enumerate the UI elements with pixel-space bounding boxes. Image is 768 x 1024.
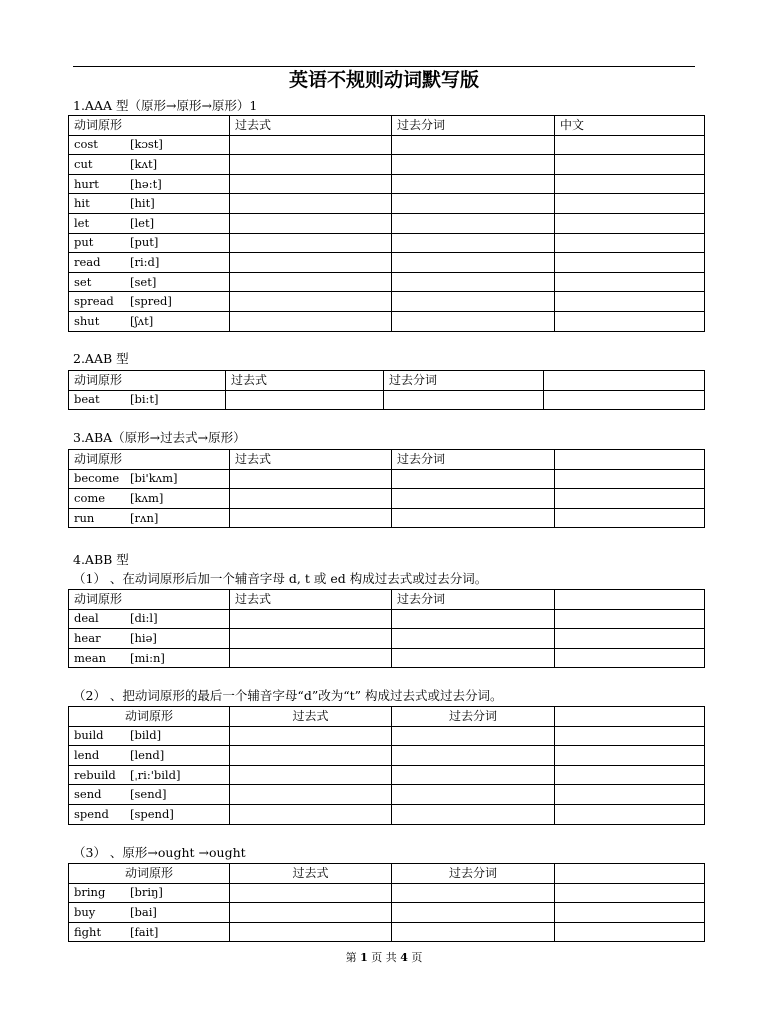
past-tense-blank[interactable]	[230, 311, 392, 331]
past-participle-blank[interactable]	[392, 194, 555, 214]
verb-phonetic: [put]	[130, 235, 159, 250]
verb-table	[68, 589, 705, 668]
footer-suffix: 页	[411, 951, 423, 964]
verb-phonetic: [kʌm]	[130, 490, 164, 505]
past-participle-blank[interactable]	[392, 785, 555, 805]
verb-cell	[69, 785, 230, 805]
verb-cell	[69, 903, 230, 923]
past-tense-blank[interactable]	[230, 272, 392, 292]
table-header-row	[69, 450, 705, 470]
past-participle-blank[interactable]	[392, 648, 555, 668]
verb-phonetic: [hiə]	[130, 630, 157, 645]
verb-table	[68, 863, 705, 942]
table-row	[69, 155, 705, 175]
verb-word: set	[74, 274, 92, 289]
verb-word: send	[74, 787, 102, 802]
meaning-blank[interactable]	[555, 194, 705, 214]
verb-cell	[69, 194, 230, 214]
table-row	[69, 804, 705, 824]
verb-word: mean	[74, 650, 106, 665]
table-row	[69, 135, 705, 155]
verb-word: hear	[74, 630, 101, 645]
verb-word: come	[74, 490, 106, 505]
table-row	[69, 629, 705, 649]
meaning-blank[interactable]	[555, 272, 705, 292]
table-row	[69, 194, 705, 214]
past-participle-blank[interactable]	[392, 233, 555, 253]
column-header: 过去分词	[384, 371, 544, 391]
past-tense-blank[interactable]	[230, 292, 392, 312]
verb-cell	[69, 765, 230, 785]
past-participle-blank[interactable]	[392, 746, 555, 766]
past-participle-blank[interactable]	[392, 155, 555, 175]
past-tense-blank[interactable]	[230, 213, 392, 233]
verb-phonetic: [briŋ]	[130, 885, 163, 900]
verb-word: let	[74, 215, 90, 230]
verb-word: beat	[74, 392, 100, 407]
table-header-row	[69, 590, 705, 610]
past-tense-blank[interactable]	[230, 629, 392, 649]
verb-phonetic: [spend]	[130, 806, 174, 821]
past-tense-blank[interactable]	[230, 883, 392, 903]
verb-cell	[69, 174, 230, 194]
meaning-blank[interactable]	[555, 883, 705, 903]
verb-cell	[69, 508, 230, 528]
past-participle-blank[interactable]	[392, 213, 555, 233]
section-label: 1.AAA 型（原形→原形→原形）1	[73, 98, 258, 113]
table-row	[69, 609, 705, 629]
section-label: （2） 、把动词原形的最后一个辅音字母“d”改为“t” 构成过去式或过去分词。	[73, 688, 503, 703]
past-tense-blank[interactable]	[230, 785, 392, 805]
past-tense-blank[interactable]	[230, 135, 392, 155]
verb-cell	[69, 469, 230, 489]
past-tense-blank[interactable]	[230, 648, 392, 668]
table-header-row	[69, 864, 705, 884]
meaning-blank[interactable]	[555, 629, 705, 649]
verb-cell	[69, 648, 230, 668]
table-row	[69, 765, 705, 785]
meaning-blank[interactable]	[555, 746, 705, 766]
meaning-blank[interactable]	[544, 390, 705, 410]
meaning-blank[interactable]	[555, 508, 705, 528]
column-header: 动词原形	[69, 590, 230, 610]
column-header: 过去式	[230, 707, 392, 727]
table-row	[69, 292, 705, 312]
section-label: 4.ABB 型	[73, 552, 129, 567]
table-row	[69, 233, 705, 253]
verb-table	[68, 449, 705, 528]
footer-prefix: 第	[345, 951, 357, 964]
verb-word: cut	[74, 156, 93, 171]
verb-word: lend	[74, 747, 100, 762]
meaning-blank[interactable]	[555, 253, 705, 273]
verb-table	[68, 706, 705, 825]
past-tense-blank[interactable]	[230, 174, 392, 194]
column-header: 过去分词	[392, 864, 555, 884]
table-row	[69, 508, 705, 528]
past-participle-blank[interactable]	[392, 629, 555, 649]
verb-cell	[69, 629, 230, 649]
verb-phonetic: [ˌri:'bild]	[130, 767, 181, 782]
verb-word: buy	[74, 904, 96, 919]
column-header	[555, 864, 705, 884]
column-header	[555, 707, 705, 727]
verb-cell	[69, 272, 230, 292]
meaning-blank[interactable]	[555, 903, 705, 923]
verb-cell	[69, 726, 230, 746]
meaning-blank[interactable]	[555, 922, 705, 942]
meaning-blank[interactable]	[555, 311, 705, 331]
verb-cell	[69, 922, 230, 942]
verb-cell	[69, 390, 226, 410]
meaning-blank[interactable]	[555, 765, 705, 785]
past-tense-blank[interactable]	[230, 508, 392, 528]
column-header	[544, 371, 705, 391]
verb-phonetic: [kɔst]	[130, 137, 163, 152]
verb-word: put	[74, 235, 94, 250]
table-row	[69, 469, 705, 489]
meaning-blank[interactable]	[555, 213, 705, 233]
column-header: 中文	[555, 116, 705, 136]
verb-word: fight	[74, 924, 102, 939]
table-header-row	[69, 116, 705, 136]
past-participle-blank[interactable]	[392, 311, 555, 331]
meaning-blank[interactable]	[555, 292, 705, 312]
column-header: 过去分词	[392, 707, 555, 727]
column-header: 过去式	[226, 371, 384, 391]
table-row	[69, 213, 705, 233]
past-tense-blank[interactable]	[230, 253, 392, 273]
verb-word: rebuild	[74, 767, 116, 782]
table-row	[69, 903, 705, 923]
verb-phonetic: [hə:t]	[130, 176, 162, 191]
verb-phonetic: [let]	[130, 215, 155, 230]
column-header: 过去分词	[392, 450, 555, 470]
section-label: （3） 、原形→ought →ought	[73, 845, 246, 860]
past-participle-blank[interactable]	[392, 508, 555, 528]
page-footer	[0, 949, 768, 965]
table-row	[69, 883, 705, 903]
past-participle-blank[interactable]	[392, 922, 555, 942]
verb-phonetic: [mi:n]	[130, 650, 165, 665]
verb-cell	[69, 883, 230, 903]
past-tense-blank[interactable]	[230, 469, 392, 489]
column-header	[555, 450, 705, 470]
verb-word: run	[74, 510, 95, 525]
verb-cell	[69, 213, 230, 233]
meaning-blank[interactable]	[555, 233, 705, 253]
section-sublabel: （1） 、在动词原形后加一个辅音字母 d, t 或 ed 构成过去式或过去分词。	[73, 571, 488, 586]
table-row	[69, 311, 705, 331]
table-header-row	[69, 707, 705, 727]
verb-cell	[69, 311, 230, 331]
column-header: 过去式	[230, 864, 392, 884]
past-participle-blank[interactable]	[392, 609, 555, 629]
verb-phonetic: [fait]	[130, 924, 159, 939]
document-title: 英语不规则动词默写版	[288, 69, 479, 91]
past-participle-blank[interactable]	[392, 292, 555, 312]
verb-word: read	[74, 254, 101, 269]
verb-word: spread	[74, 294, 114, 309]
verb-word: hurt	[74, 176, 99, 191]
past-participle-blank[interactable]	[392, 135, 555, 155]
column-header: 动词原形	[69, 450, 230, 470]
past-tense-blank[interactable]	[230, 194, 392, 214]
table-row	[69, 253, 705, 273]
verb-cell	[69, 292, 230, 312]
verb-phonetic: [send]	[130, 787, 167, 802]
verb-cell	[69, 155, 230, 175]
past-tense-blank[interactable]	[226, 390, 384, 410]
meaning-blank[interactable]	[555, 135, 705, 155]
past-tense-blank[interactable]	[230, 233, 392, 253]
meaning-blank[interactable]	[555, 648, 705, 668]
meaning-blank[interactable]	[555, 726, 705, 746]
past-tense-blank[interactable]	[230, 922, 392, 942]
past-participle-blank[interactable]	[384, 390, 544, 410]
meaning-blank[interactable]	[555, 609, 705, 629]
meaning-blank[interactable]	[555, 155, 705, 175]
past-participle-blank[interactable]	[392, 765, 555, 785]
verb-phonetic: [set]	[130, 274, 157, 289]
verb-word: spend	[74, 806, 109, 821]
verb-phonetic: [spred]	[130, 294, 172, 309]
footer-middle: 页 共	[371, 951, 397, 964]
past-tense-blank[interactable]	[230, 489, 392, 509]
table-row	[69, 174, 705, 194]
past-tense-blank[interactable]	[230, 804, 392, 824]
verb-phonetic: [rʌn]	[130, 510, 159, 525]
column-header: 过去式	[230, 450, 392, 470]
past-participle-blank[interactable]	[392, 903, 555, 923]
column-header: 过去式	[230, 590, 392, 610]
verb-word: hit	[74, 196, 90, 211]
past-tense-blank[interactable]	[230, 903, 392, 923]
verb-table	[68, 370, 705, 410]
past-participle-blank[interactable]	[392, 174, 555, 194]
column-header: 过去式	[230, 116, 392, 136]
table-row	[69, 489, 705, 509]
verb-word: bring	[74, 885, 106, 900]
footer-page-number: 1	[360, 951, 368, 964]
section-label: 3.ABA（原形→过去式→原形）	[73, 430, 246, 445]
past-participle-blank[interactable]	[392, 883, 555, 903]
column-header: 过去分词	[392, 590, 555, 610]
past-participle-blank[interactable]	[392, 272, 555, 292]
table-row	[69, 746, 705, 766]
column-header: 过去分词	[392, 116, 555, 136]
column-header: 动词原形	[69, 116, 230, 136]
table-row	[69, 726, 705, 746]
past-participle-blank[interactable]	[392, 804, 555, 824]
verb-phonetic: [di:l]	[130, 611, 158, 626]
verb-phonetic: [ʃʌt]	[130, 313, 154, 328]
past-tense-blank[interactable]	[230, 609, 392, 629]
meaning-blank[interactable]	[555, 174, 705, 194]
verb-word: shut	[74, 313, 100, 328]
past-participle-blank[interactable]	[392, 726, 555, 746]
past-participle-blank[interactable]	[392, 489, 555, 509]
verb-cell	[69, 253, 230, 273]
past-tense-blank[interactable]	[230, 765, 392, 785]
column-header: 动词原形	[69, 864, 230, 884]
verb-cell	[69, 233, 230, 253]
table-row	[69, 272, 705, 292]
verb-cell	[69, 609, 230, 629]
table-row	[69, 390, 705, 410]
past-tense-blank[interactable]	[230, 746, 392, 766]
verb-phonetic: [kʌt]	[130, 156, 158, 171]
meaning-blank[interactable]	[555, 804, 705, 824]
verb-cell	[69, 135, 230, 155]
verb-word: deal	[74, 611, 99, 626]
verb-word: cost	[74, 137, 98, 152]
verb-word: become	[74, 471, 120, 486]
past-participle-blank[interactable]	[392, 469, 555, 489]
verb-phonetic: [bai]	[130, 904, 157, 919]
verb-cell	[69, 746, 230, 766]
past-participle-blank[interactable]	[392, 253, 555, 273]
column-header: 动词原形	[69, 371, 226, 391]
table-row	[69, 922, 705, 942]
section-label: 2.AAB 型	[73, 351, 129, 366]
verb-table	[68, 115, 705, 332]
column-header: 动词原形	[69, 707, 230, 727]
past-tense-blank[interactable]	[230, 155, 392, 175]
verb-word: build	[74, 728, 104, 743]
verb-phonetic: [lend]	[130, 747, 165, 762]
verb-phonetic: [ri:d]	[130, 254, 160, 269]
footer-page-total: 4	[400, 951, 408, 964]
meaning-blank[interactable]	[555, 785, 705, 805]
table-row	[69, 785, 705, 805]
table-header-row	[69, 371, 705, 391]
verb-cell	[69, 489, 230, 509]
meaning-blank[interactable]	[555, 469, 705, 489]
verb-phonetic: [hit]	[130, 196, 155, 211]
verb-phonetic: [bi'kʌm]	[130, 471, 178, 486]
verb-cell	[69, 804, 230, 824]
meaning-blank[interactable]	[555, 489, 705, 509]
column-header	[555, 590, 705, 610]
verb-phonetic: [bild]	[130, 728, 162, 743]
past-tense-blank[interactable]	[230, 726, 392, 746]
verb-phonetic: [bi:t]	[130, 392, 159, 407]
table-row	[69, 648, 705, 668]
